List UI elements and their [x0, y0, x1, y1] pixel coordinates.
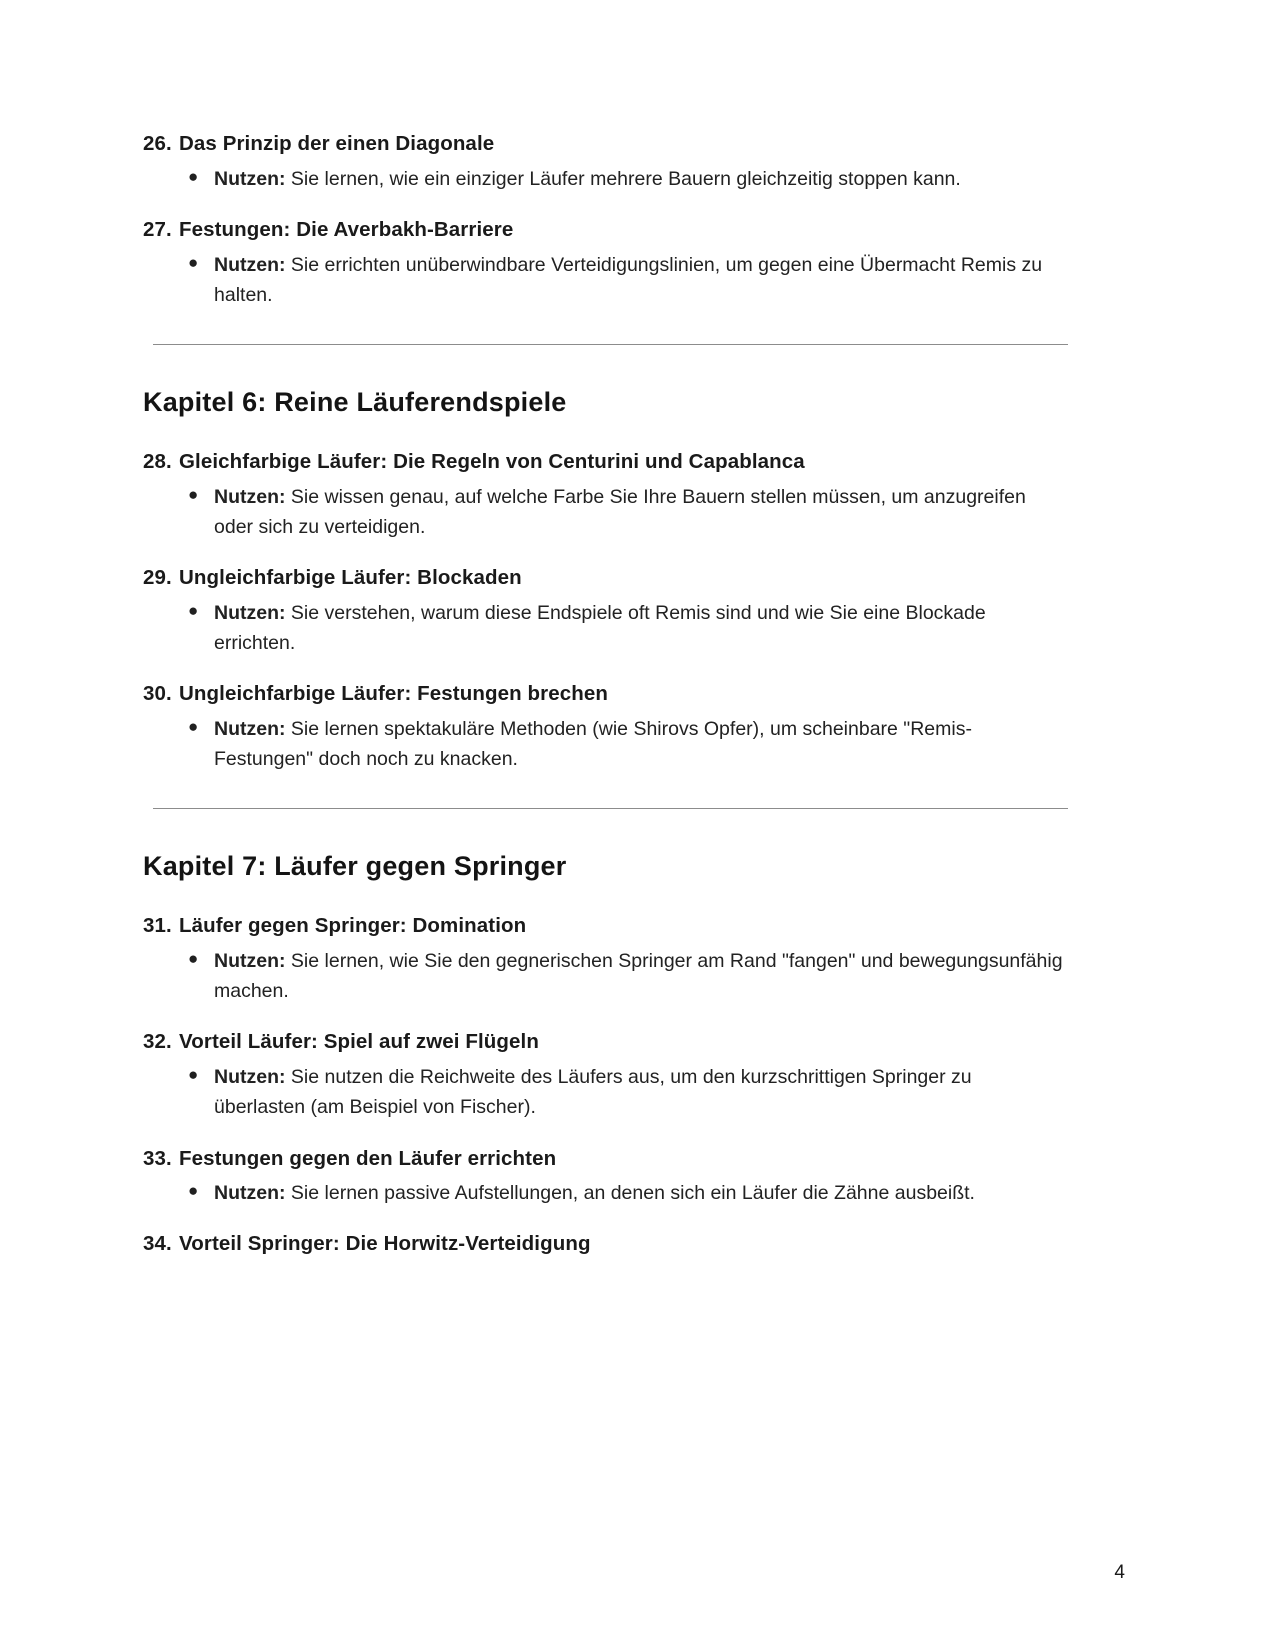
list-item: [143, 1062, 1068, 1122]
benefit-text: Sie lernen passive Aufstellungen, an denen sich ein Läufer die Zähne ausbeißt.: [285, 1182, 975, 1205]
item-benefit: [214, 482, 1068, 542]
item-number: 29.: [143, 566, 172, 590]
bullet-icon: ●: [188, 1181, 199, 1201]
list-item: [143, 946, 1068, 1006]
chapter-title: Kapitel 6: Reine Läuferendspiele: [143, 387, 567, 417]
benefit-label: Nutzen:: [214, 485, 286, 508]
bullet-icon: ●: [188, 484, 199, 504]
item-title: Vorteil Springer: Die Horwitz-Verteidigung: [179, 1232, 591, 1256]
item-number: 28.: [143, 450, 172, 473]
benefit-label: Nutzen:: [214, 950, 286, 972]
item-title: Festungen: Die Averbakh-Barriere: [179, 217, 514, 241]
benefit-label: Nutzen:: [214, 1182, 286, 1205]
list-item-heading: [143, 130, 1068, 158]
list-item: [143, 714, 1068, 774]
list-item: [143, 598, 1068, 658]
list-item-heading: [143, 448, 1068, 476]
item-number: 34.: [143, 1232, 172, 1256]
benefit-text: Sie lernen, wie Sie den gegnerischen Springer am Rand "fangen" und bewegungsunfähig machen.: [214, 950, 1063, 1003]
benefit-text: Sie verstehen, warum diese Endspiele oft Remis sind und wie Sie eine Blockade errichten.: [214, 601, 986, 654]
document-content: [143, 130, 1068, 1258]
benefit-label: Nutzen:: [214, 717, 286, 740]
list-item: [143, 1178, 1068, 1208]
benefit-label: Nutzen:: [214, 601, 286, 624]
bullet-icon: ●: [188, 600, 199, 620]
list-item-heading: [143, 680, 1068, 708]
item-number: 31.: [143, 914, 172, 938]
item-benefit: [214, 250, 1068, 310]
benefit-label: Nutzen:: [214, 253, 286, 276]
bullet-icon: ●: [188, 166, 199, 186]
item-benefit: [214, 1062, 1068, 1122]
list-item-heading: [143, 912, 1068, 940]
benefit-text: Sie lernen, wie ein einziger Läufer mehrere Bauern gleichzeitig stoppen kann.: [285, 167, 961, 190]
item-title: Ungleichfarbige Läufer: Festungen brechen: [179, 682, 608, 706]
list-item-heading: [143, 1230, 1068, 1258]
item-benefit: [214, 164, 961, 194]
section-items-continued: [143, 130, 1068, 310]
item-benefit: [214, 946, 1068, 1006]
item-benefit: [214, 598, 1068, 658]
list-item-heading: [143, 216, 1068, 244]
section-kapitel-7: [143, 851, 1068, 1258]
item-number: 32.: [143, 1030, 172, 1054]
list-item-heading: [143, 1145, 1068, 1173]
item-benefit: [214, 1178, 975, 1208]
item-benefit: [214, 714, 1068, 774]
benefit-text: Sie wissen genau, auf welche Farbe Sie Ihre Bauern stellen müssen, um anzugreifen oder sich zu verteidigen.: [214, 485, 1026, 538]
list-item: [143, 482, 1068, 542]
chapter-title: Kapitel 7: Läufer gegen Springer: [143, 851, 567, 882]
item-number: 33.: [143, 1146, 172, 1170]
list-item-heading: [143, 564, 1068, 592]
item-title: Ungleichfarbige Läufer: Blockaden: [179, 566, 522, 590]
list-item-heading: [143, 1028, 1068, 1056]
benefit-label: Nutzen:: [214, 167, 286, 190]
list-item: [143, 250, 1068, 310]
section-kapitel-6: [143, 387, 1068, 774]
item-title: Festungen gegen den Läufer errichten: [179, 1146, 557, 1170]
item-title: Läufer gegen Springer: Domination: [179, 914, 527, 938]
benefit-text: Sie nutzen die Reichweite des Läufers aus, um den kurzschrittigen Springer zu überlasten (am Beispiel von Fischer).: [214, 1066, 972, 1119]
benefit-text: Sie errichten unüberwindbare Verteidigungslinien, um gegen eine Übermacht Remis zu halten.: [214, 253, 1043, 306]
page-number: 4: [1114, 1562, 1125, 1583]
benefit-label: Nutzen:: [214, 1066, 286, 1089]
item-title: Gleichfarbige Läufer: Die Regeln von Centurini und Capablanca: [179, 450, 805, 473]
item-number: 30.: [143, 682, 172, 706]
bullet-icon: ●: [188, 1065, 199, 1085]
item-title: Vorteil Läufer: Spiel auf zwei Flügeln: [179, 1030, 539, 1054]
item-number: 27.: [143, 217, 172, 241]
list-item: [143, 164, 1068, 194]
benefit-text: Sie lernen spektakuläre Methoden (wie Shirovs Opfer), um scheinbare "Remis-Festungen" doch noch zu knacken.: [214, 717, 972, 771]
item-number: 26.: [143, 132, 172, 155]
section-divider: [153, 344, 1068, 345]
bullet-icon: ●: [188, 716, 199, 736]
bullet-icon: ●: [188, 949, 199, 968]
item-title: Das Prinzip der einen Diagonale: [179, 132, 495, 155]
bullet-icon: ●: [188, 252, 199, 272]
section-divider: [153, 808, 1068, 809]
